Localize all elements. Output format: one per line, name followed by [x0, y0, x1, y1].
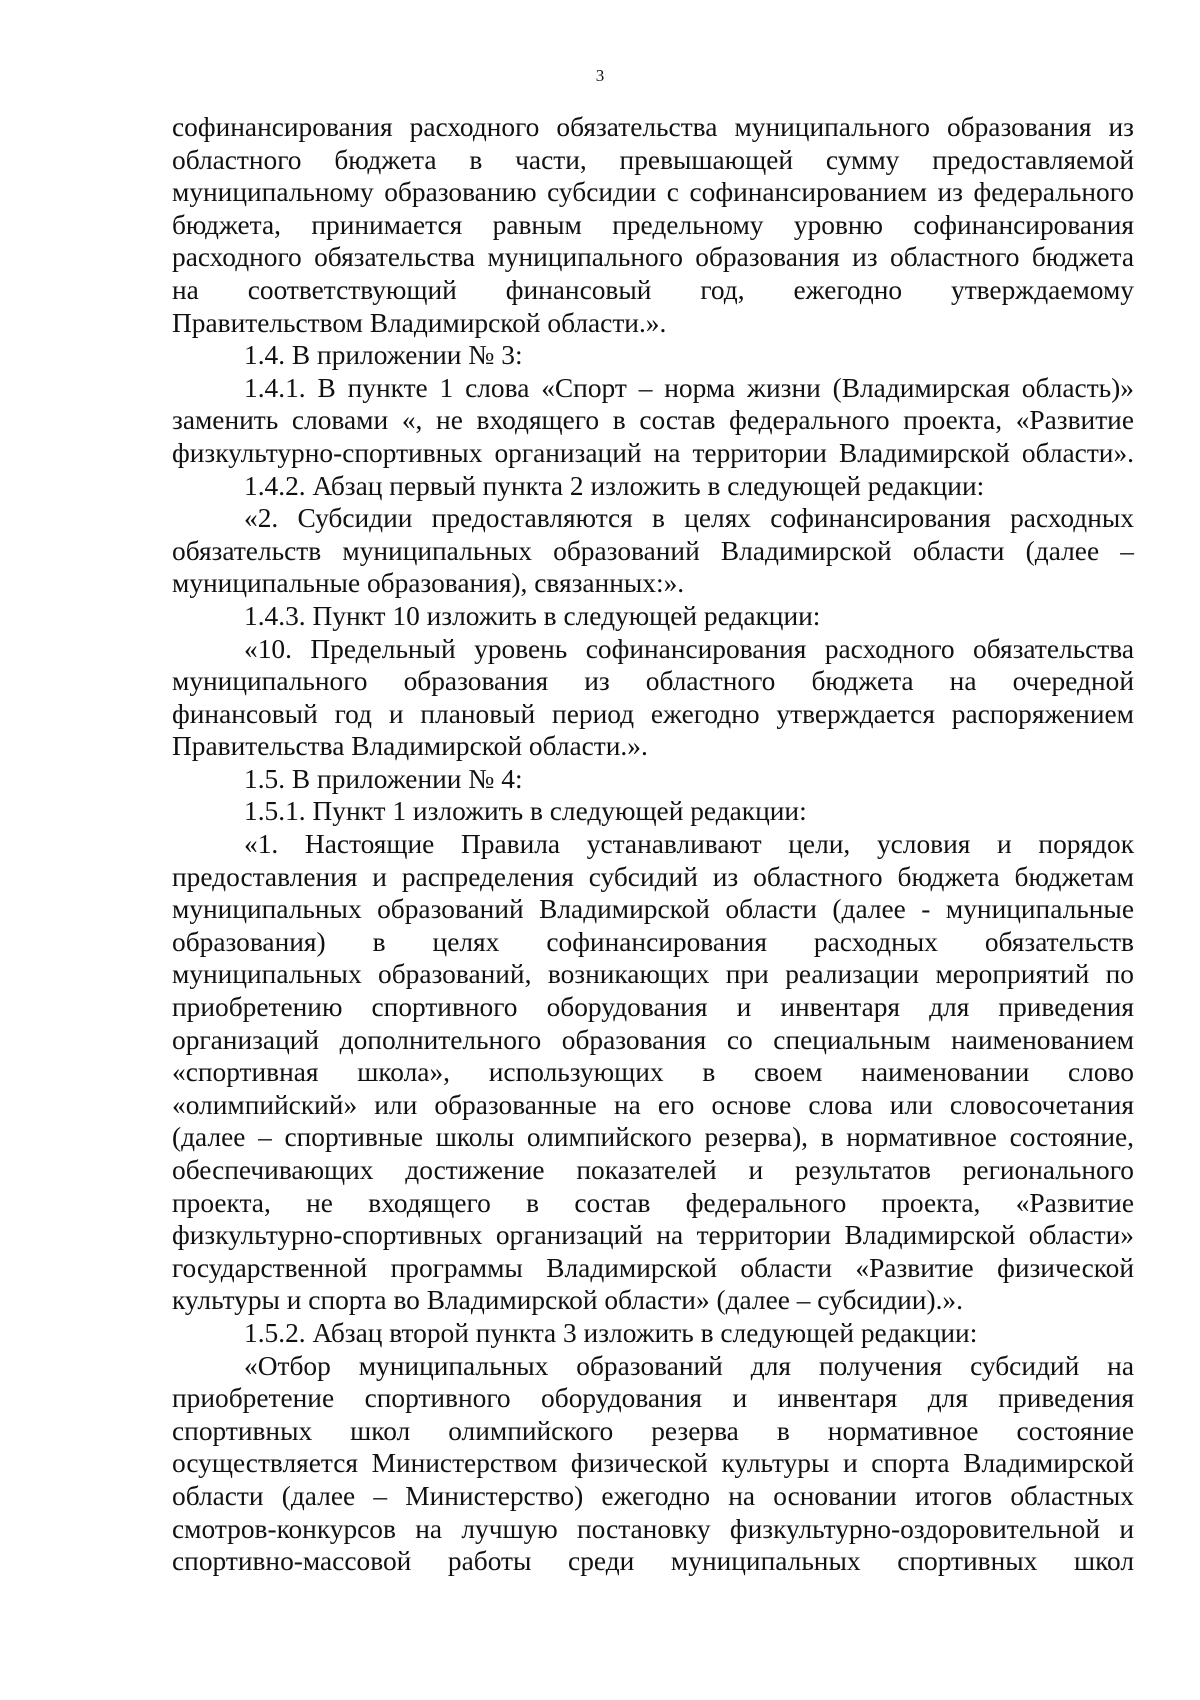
text-line: 1.5.2. Абзац второй пункта 3 изложить в следующей редакции:: [244, 1317, 978, 1348]
text-line: организаций дополнительного образования со специальным наименованием: [172, 1024, 1134, 1055]
text-line: софинансирования расходного обязательства муниципального образования из: [172, 112, 1134, 142]
text-line: осуществляется Министерством физической культуры и спорта Владимирской: [172, 1448, 1134, 1479]
document-body: [172, 111, 1134, 1578]
text-line: «олимпийский» или образованные на его основе слова или словосочетания: [172, 1089, 1134, 1120]
text-line: 1.5. В приложении № 4:: [244, 763, 523, 794]
text-line: 1.5.1. Пункт 1 изложить в следующей редакции:: [244, 796, 807, 827]
text-line: расходного обязательства муниципального образования из областного бюджета: [172, 242, 1134, 273]
text-line: спортивных школ олимпийского резерва в нормативное состояние: [172, 1415, 1134, 1446]
text-line: 1.4.3. Пункт 10 изложить в следующей редакции:: [244, 600, 821, 631]
text-line: 1.4.1. В пункте 1 слова «Спорт – норма жизни (Владимирская область)»: [244, 372, 1134, 403]
text-line: «спортивная школа», использующих в своем наименовании слово: [172, 1057, 1134, 1088]
text-line: физкультурно-спортивных организаций на территории Владимирской области»: [172, 1220, 1134, 1251]
text-line: предоставления и распределения субсидий из областного бюджета бюджетам: [172, 861, 1134, 892]
text-line: муниципальному образованию субсидии с софинансированием из федерального: [172, 177, 1134, 208]
text-line: культуры и спорта во Владимирской области» (далее – субсидии).».: [172, 1285, 963, 1316]
text-line: проекта, не входящего в состав федерального проекта, «Развитие: [172, 1187, 1134, 1218]
text-line: «1. Настоящие Правила устанавливают цели, условия и порядок: [244, 829, 1134, 860]
text-line: (далее – спортивные школы олимпийского резерва), в нормативное состояние,: [172, 1122, 1134, 1153]
text-line: «2. Субсидии предоставляются в целях софинансирования расходных: [244, 503, 1134, 534]
text-line: спортивно-массовой работы среди муниципальных спортивных школ: [172, 1546, 1134, 1577]
text-line: на соответствующий финансовый год, ежегодно утверждаемому: [172, 274, 1134, 305]
text-line: областного бюджета в части, превышающей сумму предоставляемой: [172, 144, 1134, 175]
text-line: 1.4. В приложении № 3:: [244, 340, 523, 371]
text-line: приобретению спортивного оборудования и инвентаря для приведения: [172, 992, 1134, 1023]
text-line: муниципальных образований, возникающих при реализации мероприятий по: [172, 959, 1134, 990]
text-line: области (далее – Министерство) ежегодно на основании итогов областных: [172, 1480, 1134, 1511]
text-line: приобретение спортивного оборудования и инвентаря для приведения: [172, 1383, 1134, 1414]
text-line: 1.4.2. Абзац первый пункта 2 изложить в следующей редакции:: [244, 470, 985, 501]
text-line: обеспечивающих достижение показателей и результатов регионального: [172, 1155, 1134, 1185]
text-line: финансовый год и плановый период ежегодно утверждается распоряжением: [172, 698, 1134, 729]
text-line: муниципального образования из областного бюджета на очередной: [172, 666, 1134, 697]
page-number: 3: [595, 66, 605, 85]
text-line: муниципальных образований Владимирской области (далее - муниципальные: [172, 894, 1134, 925]
text-line: муниципальные образования), связанных:».: [172, 568, 685, 599]
text-line: физкультурно-спортивных организаций на территории Владимирской области».: [172, 437, 1134, 468]
text-line: «10. Предельный уровень софинансирования расходного обязательства: [244, 633, 1134, 664]
text-line: государственной программы Владимирской области «Развитие физической: [172, 1252, 1134, 1283]
text-line: заменить словами «, не входящего в состав федерального проекта, «Развитие: [172, 405, 1134, 436]
text-line: обязательств муниципальных образований Владимирской области (далее –: [172, 535, 1134, 566]
text-line: Правительством Владимирской области.».: [172, 307, 667, 338]
text-line: образования) в целях софинансирования расходных обязательств: [172, 926, 1134, 957]
text-line: «Отбор муниципальных образований для получения субсидий на: [244, 1350, 1134, 1381]
text-line: бюджета, принимается равным предельному уровню софинансирования: [172, 209, 1134, 240]
text-line: смотров-конкурсов на лучшую постановку физкультурно-оздоровительной и: [172, 1513, 1134, 1544]
text-line: Правительства Владимирской области.».: [172, 731, 648, 762]
